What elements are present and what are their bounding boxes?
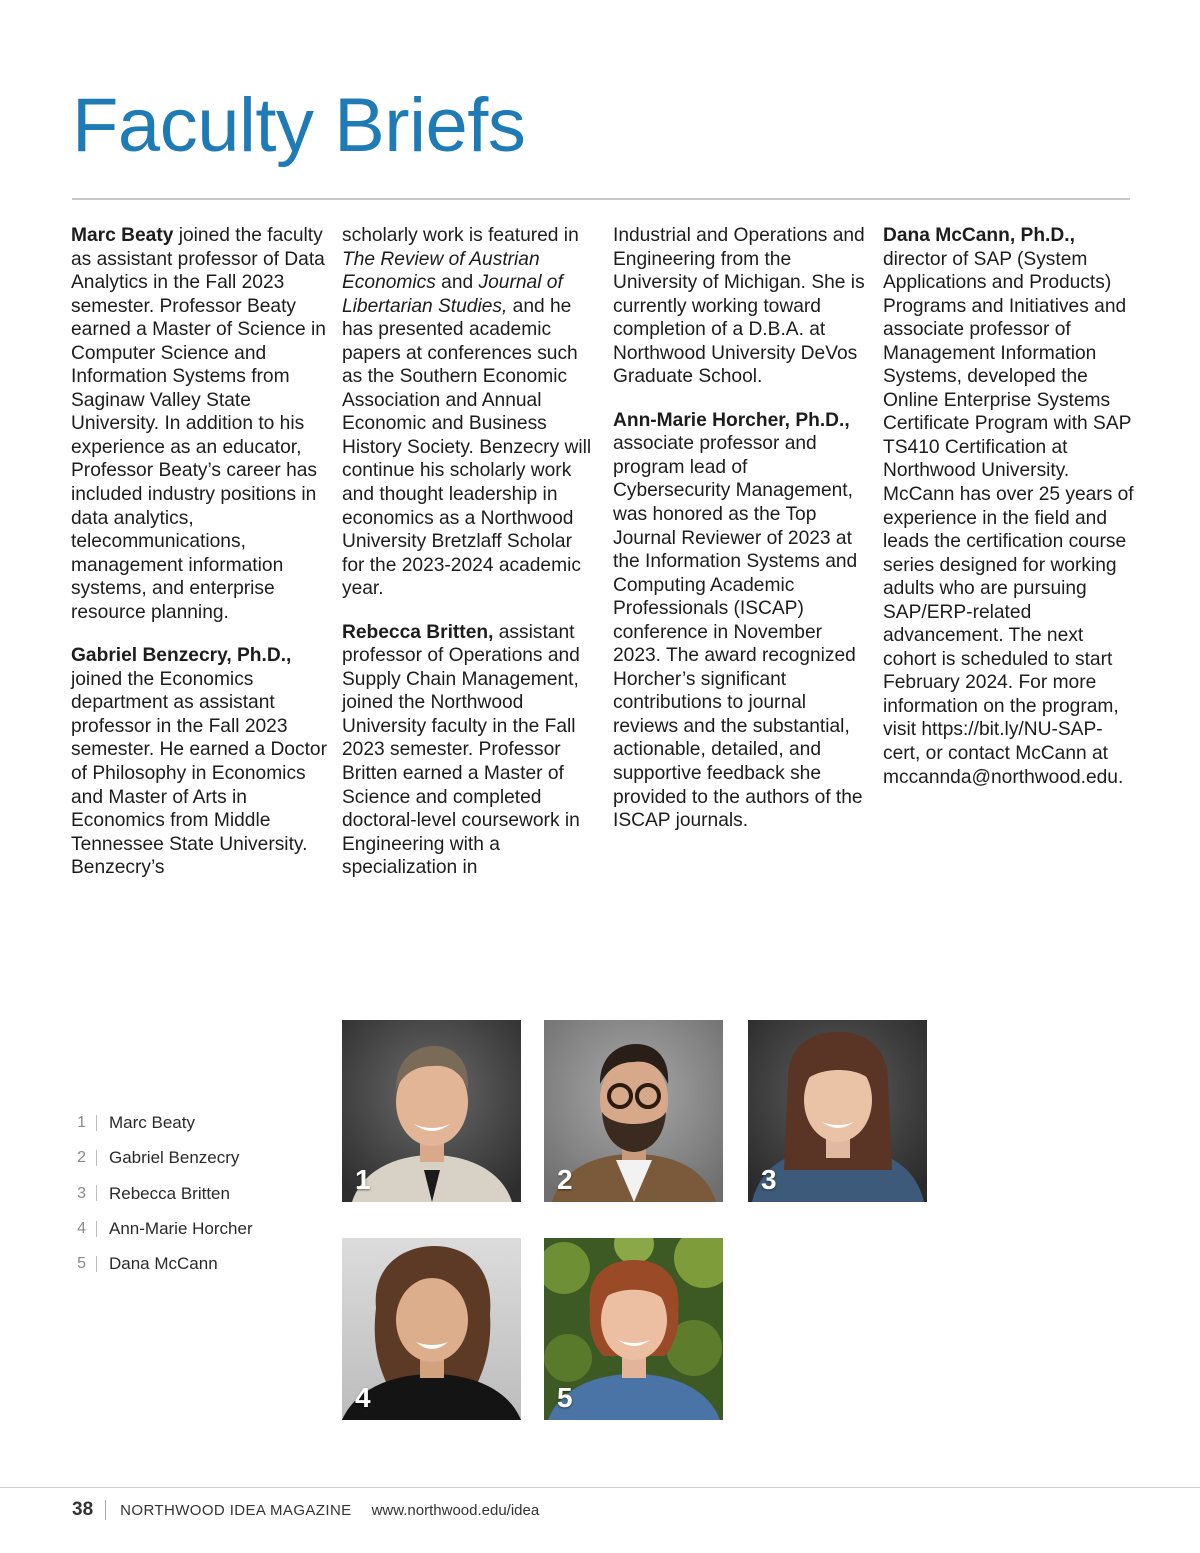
brief-text: and xyxy=(435,272,479,294)
legend-divider xyxy=(96,1185,97,1201)
photo-legend xyxy=(72,1105,253,1281)
brief-dana-mccann xyxy=(883,224,1139,789)
footer-divider xyxy=(0,1487,1200,1488)
page-title: Faculty Briefs xyxy=(72,83,526,168)
text-column-1 xyxy=(71,224,327,900)
portrait-photo-1 xyxy=(342,1020,521,1202)
brief-text: director of SAP (System Applications and Products) Programs and Initiatives and associate professor of Management Information Systems, developed the Online Enterprise Systems Certificate Program with SAP TS410 Certification at Northwood University. McCann has over 25 years of experience in the field and leads the certification course series designed for working adults who are pursuing SAP/ERP-related advancement. The next cohort is scheduled to start February 2024. For more information on the program, visit https://bit.ly/NU-SAP-cert, or contact McCann at mccannda@northwood.edu. xyxy=(883,248,1134,788)
portrait-photo-4 xyxy=(342,1238,521,1420)
brief-text: Industrial and Operations and Engineering from the University of Michigan. She is currently working toward completion of a D.B.A. at Northwood University DeVos Graduate School. xyxy=(613,225,865,388)
brief-name: Rebecca Britten, xyxy=(342,621,494,643)
brief-ann-marie-horcher xyxy=(613,409,869,833)
text-column-2 xyxy=(342,224,598,900)
legend-number: 1 xyxy=(77,1114,86,1131)
text-column-4 xyxy=(883,224,1139,809)
legend-item xyxy=(72,1246,253,1281)
legend-number: 4 xyxy=(77,1219,86,1237)
portrait-photo-2 xyxy=(544,1020,723,1202)
text-column-3 xyxy=(613,224,869,853)
page-number: 38 xyxy=(72,1499,94,1520)
brief-marc-beaty xyxy=(71,224,327,624)
legend-number: 3 xyxy=(77,1184,86,1202)
brief-gabriel-benzecry-continued xyxy=(342,224,598,601)
brief-name: Ann-Marie Horcher, Ph.D., xyxy=(613,409,850,431)
legend-divider xyxy=(96,1150,97,1166)
legend-divider xyxy=(96,1221,97,1237)
brief-text: joined the faculty as assistant professor of Data Analytics in the Fall 2023 semester. Professor Beaty earned a Master of Science in Computer Science and Information Systems from Saginaw Valley State University. In addition to his experience as an educator, Professor Beaty’s career has included industry positions in data analytics, telecommunications, management information systems, and enterprise resource planning. xyxy=(71,225,326,623)
brief-name: Marc Beaty xyxy=(71,225,174,246)
page-footer xyxy=(72,1499,539,1521)
brief-gabriel-benzecry xyxy=(71,644,327,879)
brief-text: associate professor and program lead of Cybersecurity Management, was honored as the Top Journal Reviewer of 2023 at the Information Systems and Computing Academic Professionals (ISCAP) conference in November 2023. The award recognized Horcher’s significant contributions to journal reviews and the substantial, actionable, detailed, and supportive feedback she provided to the authors of the ISCAP journals. xyxy=(613,433,863,832)
legend-divider xyxy=(96,1115,97,1131)
photo-number-badge: 1 xyxy=(355,1164,371,1195)
brief-text: assistant professor of Operations and Supply Chain Management, joined the Northwood University faculty in the Fall 2023 semester. Professor Britten earned a Master of Science and completed doctoral-level coursework in Engineering with a specialization in xyxy=(342,621,580,879)
legend-name: Dana McCann xyxy=(109,1254,218,1274)
legend-item xyxy=(72,1140,253,1175)
magazine-name: NORTHWOOD IDEA MAGAZINE xyxy=(120,1501,352,1519)
legend-item xyxy=(72,1176,253,1211)
legend-number: 5 xyxy=(77,1255,86,1273)
legend-item xyxy=(72,1211,253,1246)
legend-name: Ann-Marie Horcher xyxy=(109,1218,253,1238)
legend-name: Rebecca Britten xyxy=(109,1183,230,1203)
journal-title: Journal of Libertarian Studies, xyxy=(342,272,563,317)
portrait-photo-5 xyxy=(544,1238,723,1420)
photo-number-badge: 2 xyxy=(557,1164,573,1195)
brief-name: Dana McCann, Ph.D., xyxy=(883,225,1075,246)
brief-rebecca-britten xyxy=(342,621,598,880)
photo-number-badge: 3 xyxy=(761,1164,777,1195)
photo-number-badge: 4 xyxy=(355,1382,371,1413)
title-divider xyxy=(72,198,1130,200)
brief-rebecca-britten-continued xyxy=(613,224,869,389)
footer-separator xyxy=(105,1500,106,1520)
photo-number-badge: 5 xyxy=(557,1382,573,1413)
journal-title: The Review of Austrian Economics xyxy=(342,248,540,294)
legend-number: 2 xyxy=(77,1149,86,1167)
brief-text: joined the Economics department as assistant professor in the Fall 2023 semester. He earned a Doctor of Philosophy in Economics and Master of Arts in Economics from Middle Tennessee State University. Benzecry’s xyxy=(71,668,327,879)
brief-text: and he has presented academic papers at conferences such as the Southern Economic Association and Annual Economic and Business History Society. Benzecry will continue his scholarly work and thought leadership in economics as a Northwood University Bretzlaff Scholar for the 2023-2024 academic year. xyxy=(342,295,592,600)
legend-name: Gabriel Benzecry xyxy=(109,1148,240,1168)
magazine-url: www.northwood.edu/idea xyxy=(371,1501,540,1519)
portrait-photo-3 xyxy=(748,1020,927,1202)
legend-divider xyxy=(96,1256,97,1272)
legend-name: Marc Beaty xyxy=(109,1113,195,1132)
brief-name: Gabriel Benzecry, Ph.D., xyxy=(71,645,292,667)
brief-text: scholarly work is featured in xyxy=(342,225,579,246)
legend-item xyxy=(72,1105,253,1140)
